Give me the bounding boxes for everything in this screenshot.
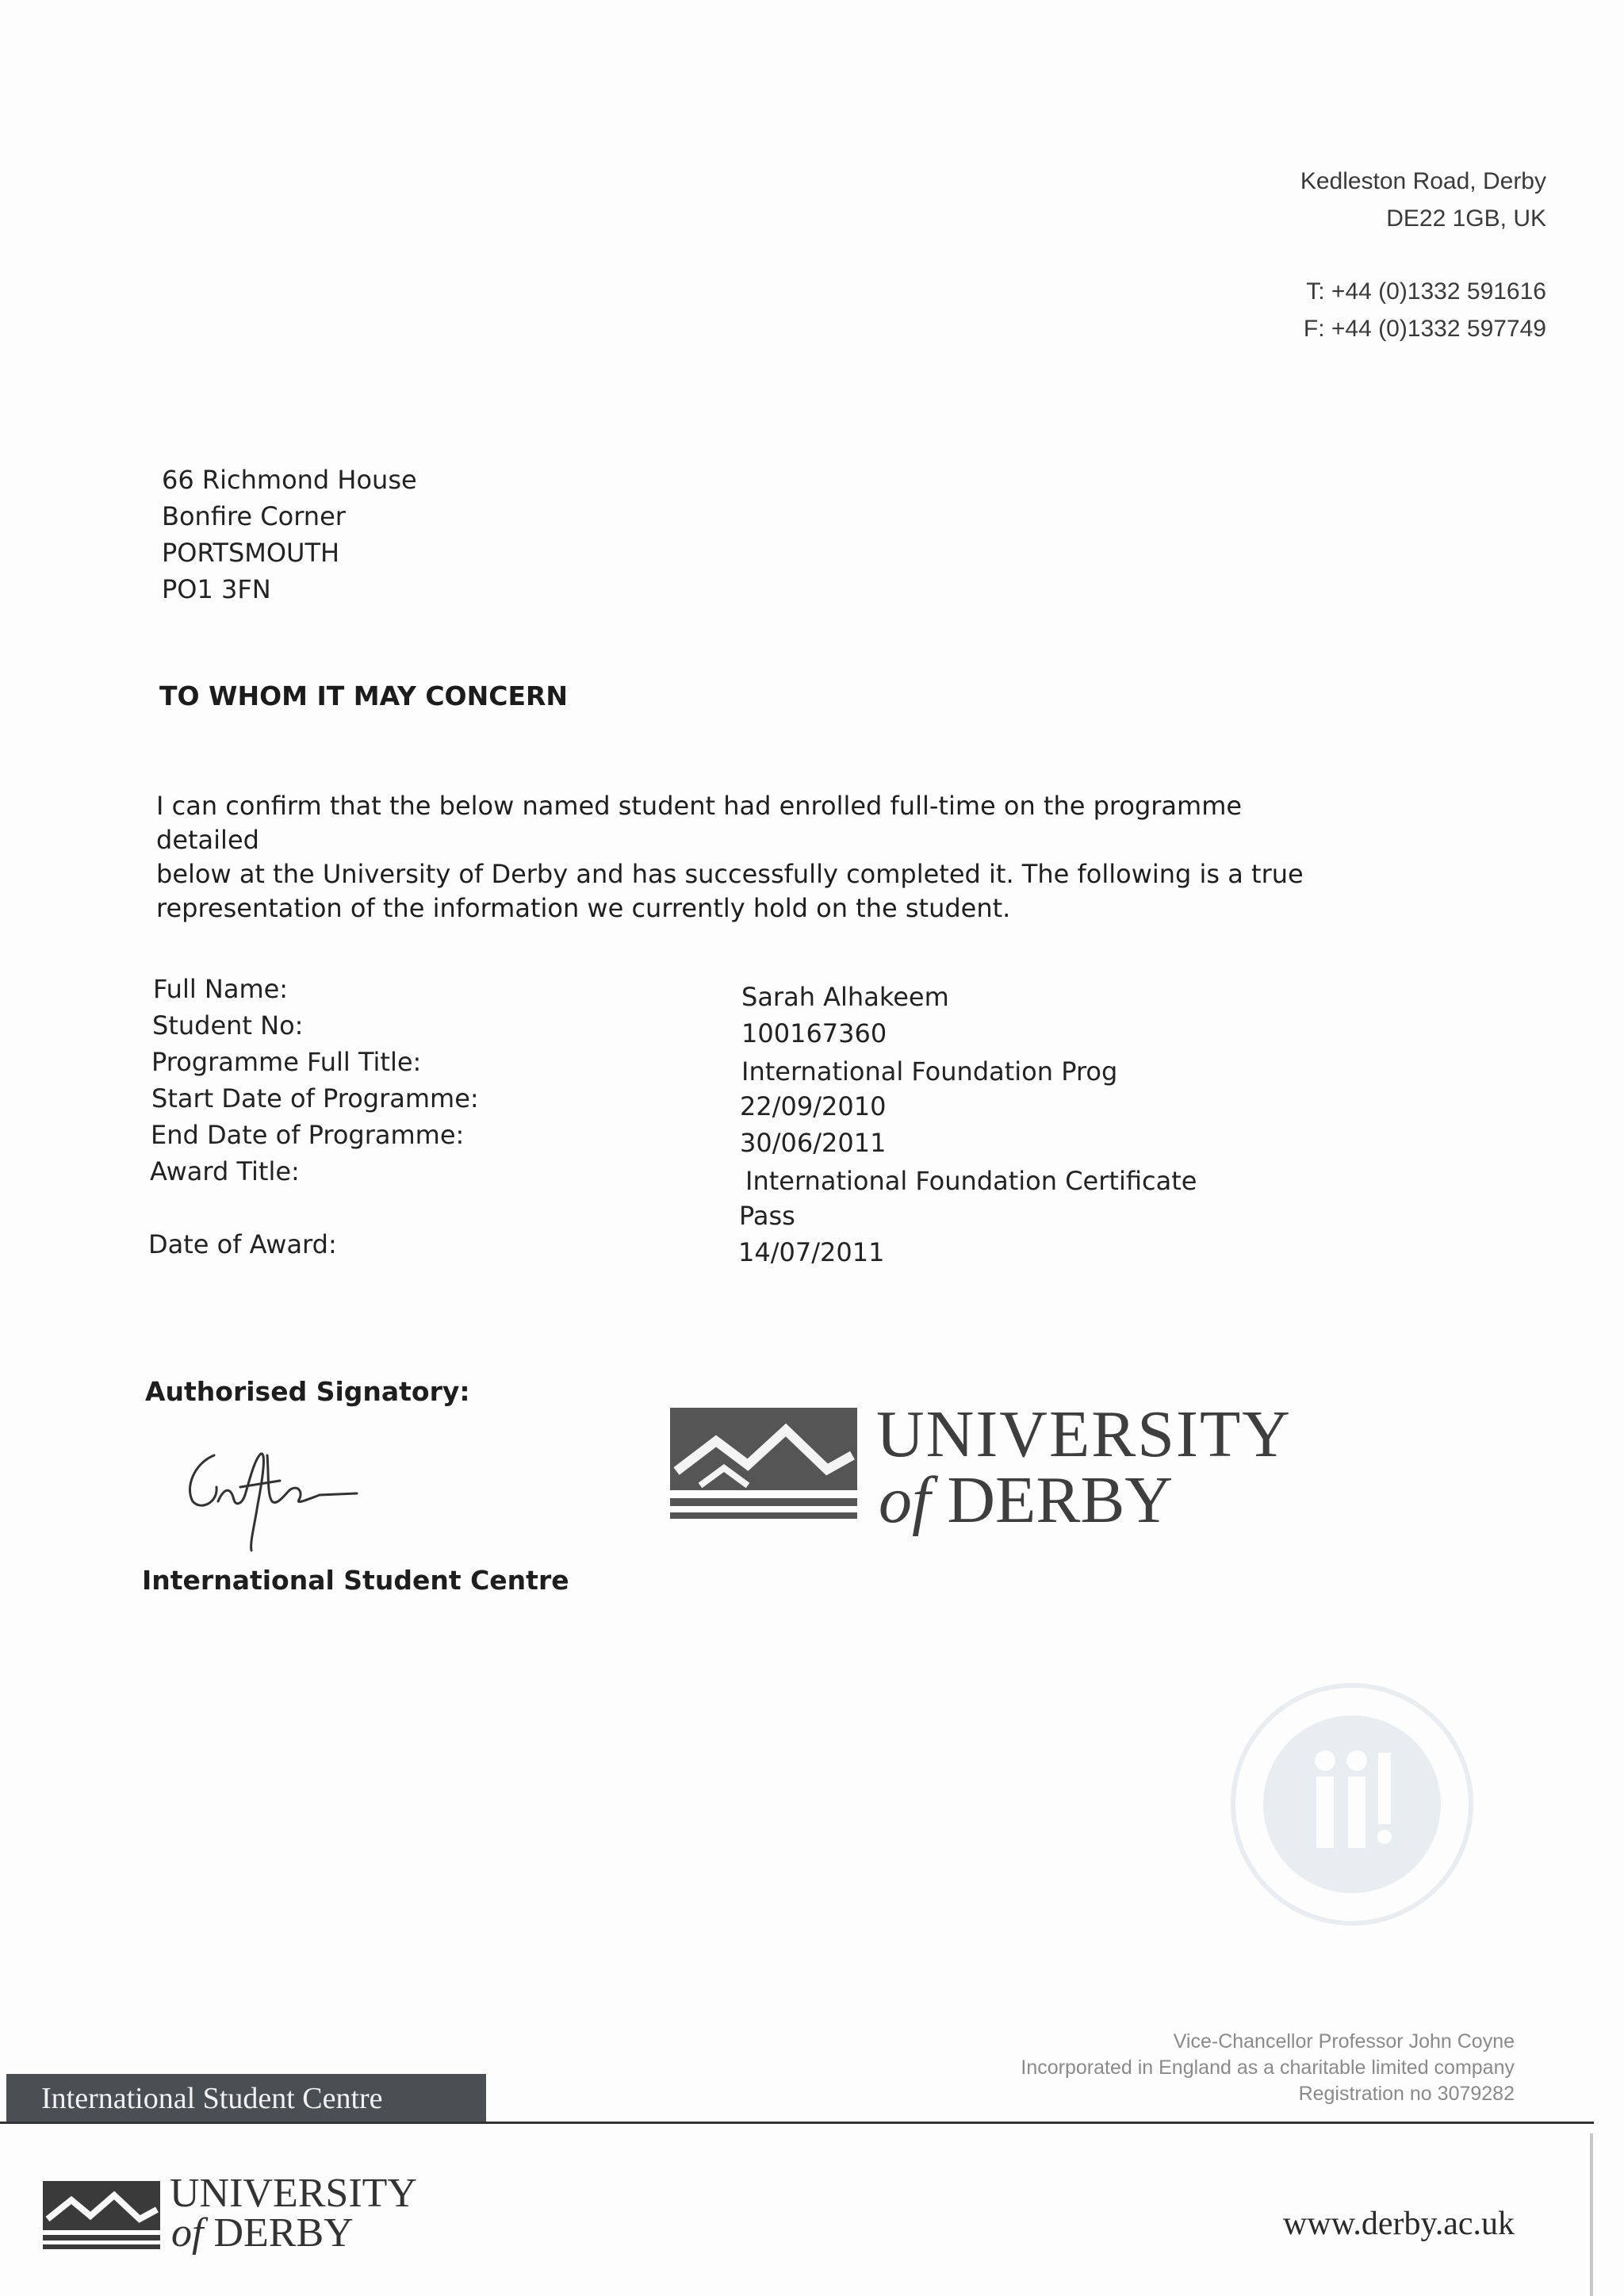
award-date-value: 14/07/2011: [738, 1237, 885, 1267]
fax-number: F: +44 (0)1332 597749: [1303, 316, 1546, 342]
end-date-value: 30/06/2011: [740, 1128, 887, 1158]
recipient-line-3: PORTSMOUTH: [162, 538, 340, 568]
start-date-value: 22/09/2010: [740, 1091, 887, 1121]
address-line-2: DE22 1GB, UK: [1386, 205, 1546, 232]
stamp-of-derby: [879, 1462, 1173, 1539]
stamp-university-text: UNIVERSITY: [876, 1397, 1292, 1471]
scan-edge-shadow: [1590, 2133, 1593, 2296]
footer-derby-text: DERBY: [213, 2210, 354, 2256]
programme-label: Programme Full Title:: [151, 1047, 422, 1077]
student-no-label: Student No:: [152, 1010, 304, 1041]
paragraph-line-1: I can confirm that the below named student had enrolled full-time on the programme detailed: [156, 791, 1243, 855]
registration-line: Registration no 3079282: [1298, 2083, 1515, 2105]
footer-of-text: of: [171, 2210, 204, 2256]
signatory-department: International Student Centre: [142, 1565, 569, 1596]
full-name-value: Sarah Alhakeem: [741, 982, 949, 1012]
footer-centre-banner: International Student Centre: [6, 2074, 486, 2123]
recipient-line-4: PO1 3FN: [162, 574, 271, 604]
confirmation-paragraph: [156, 789, 1338, 926]
student-no-value: 100167360: [741, 1018, 887, 1048]
recipient-line-2: Bonfire Corner: [162, 501, 346, 531]
paragraph-line-2: below at the University of Derby and has successfully completed it. The following is a true: [156, 859, 1304, 889]
stamp-of-text: of: [879, 1463, 931, 1537]
recipient-line-1: 66 Richmond House: [162, 465, 417, 495]
footer-university-text: UNIVERSITY: [170, 2171, 417, 2216]
award-class-value: Pass: [739, 1201, 795, 1231]
website-link[interactable]: www.derby.ac.uk: [1283, 2206, 1515, 2242]
vice-chancellor-line: Vice-Chancellor Professor John Coyne: [1173, 2030, 1515, 2053]
stamp-derby-text: DERBY: [947, 1463, 1174, 1537]
award-title-label: Award Title:: [150, 1156, 300, 1186]
programme-value: International Foundation Prog: [741, 1056, 1118, 1087]
authorised-signatory-heading: Authorised Signatory:: [145, 1376, 470, 1407]
phone-number: T: +44 (0)1332 591616: [1306, 278, 1546, 305]
footer-university-logo: [41, 2171, 417, 2256]
footer-divider: [0, 2122, 1594, 2124]
full-name-label: Full Name:: [153, 974, 289, 1004]
award-date-label: Date of Award:: [148, 1229, 337, 1259]
ii-watermark-icon: [1221, 1673, 1483, 1938]
start-date-label: Start Date of Programme:: [151, 1083, 479, 1114]
mountain-logo-icon: [668, 1392, 859, 1527]
letter-salutation: TO WHOM IT MAY CONCERN: [159, 680, 569, 711]
footer-mountain-logo-icon: [41, 2173, 162, 2252]
footer-of-derby: [171, 2210, 354, 2256]
paragraph-line-3: representation of the information we currently hold on the student.: [156, 893, 1011, 923]
legal-information: [920, 2029, 1515, 2107]
university-stamp-logo: [668, 1392, 1292, 1537]
recipient-address: [162, 462, 417, 608]
end-date-label: End Date of Programme:: [151, 1120, 465, 1150]
address-line-1: Kedleston Road, Derby: [1300, 168, 1546, 194]
handwritten-signature: [178, 1432, 385, 1562]
award-title-value: International Foundation Certificate: [745, 1166, 1197, 1196]
incorporation-line: Incorporated in England as a charitable limited company: [1021, 2056, 1515, 2079]
university-address-block: [1142, 163, 1546, 347]
